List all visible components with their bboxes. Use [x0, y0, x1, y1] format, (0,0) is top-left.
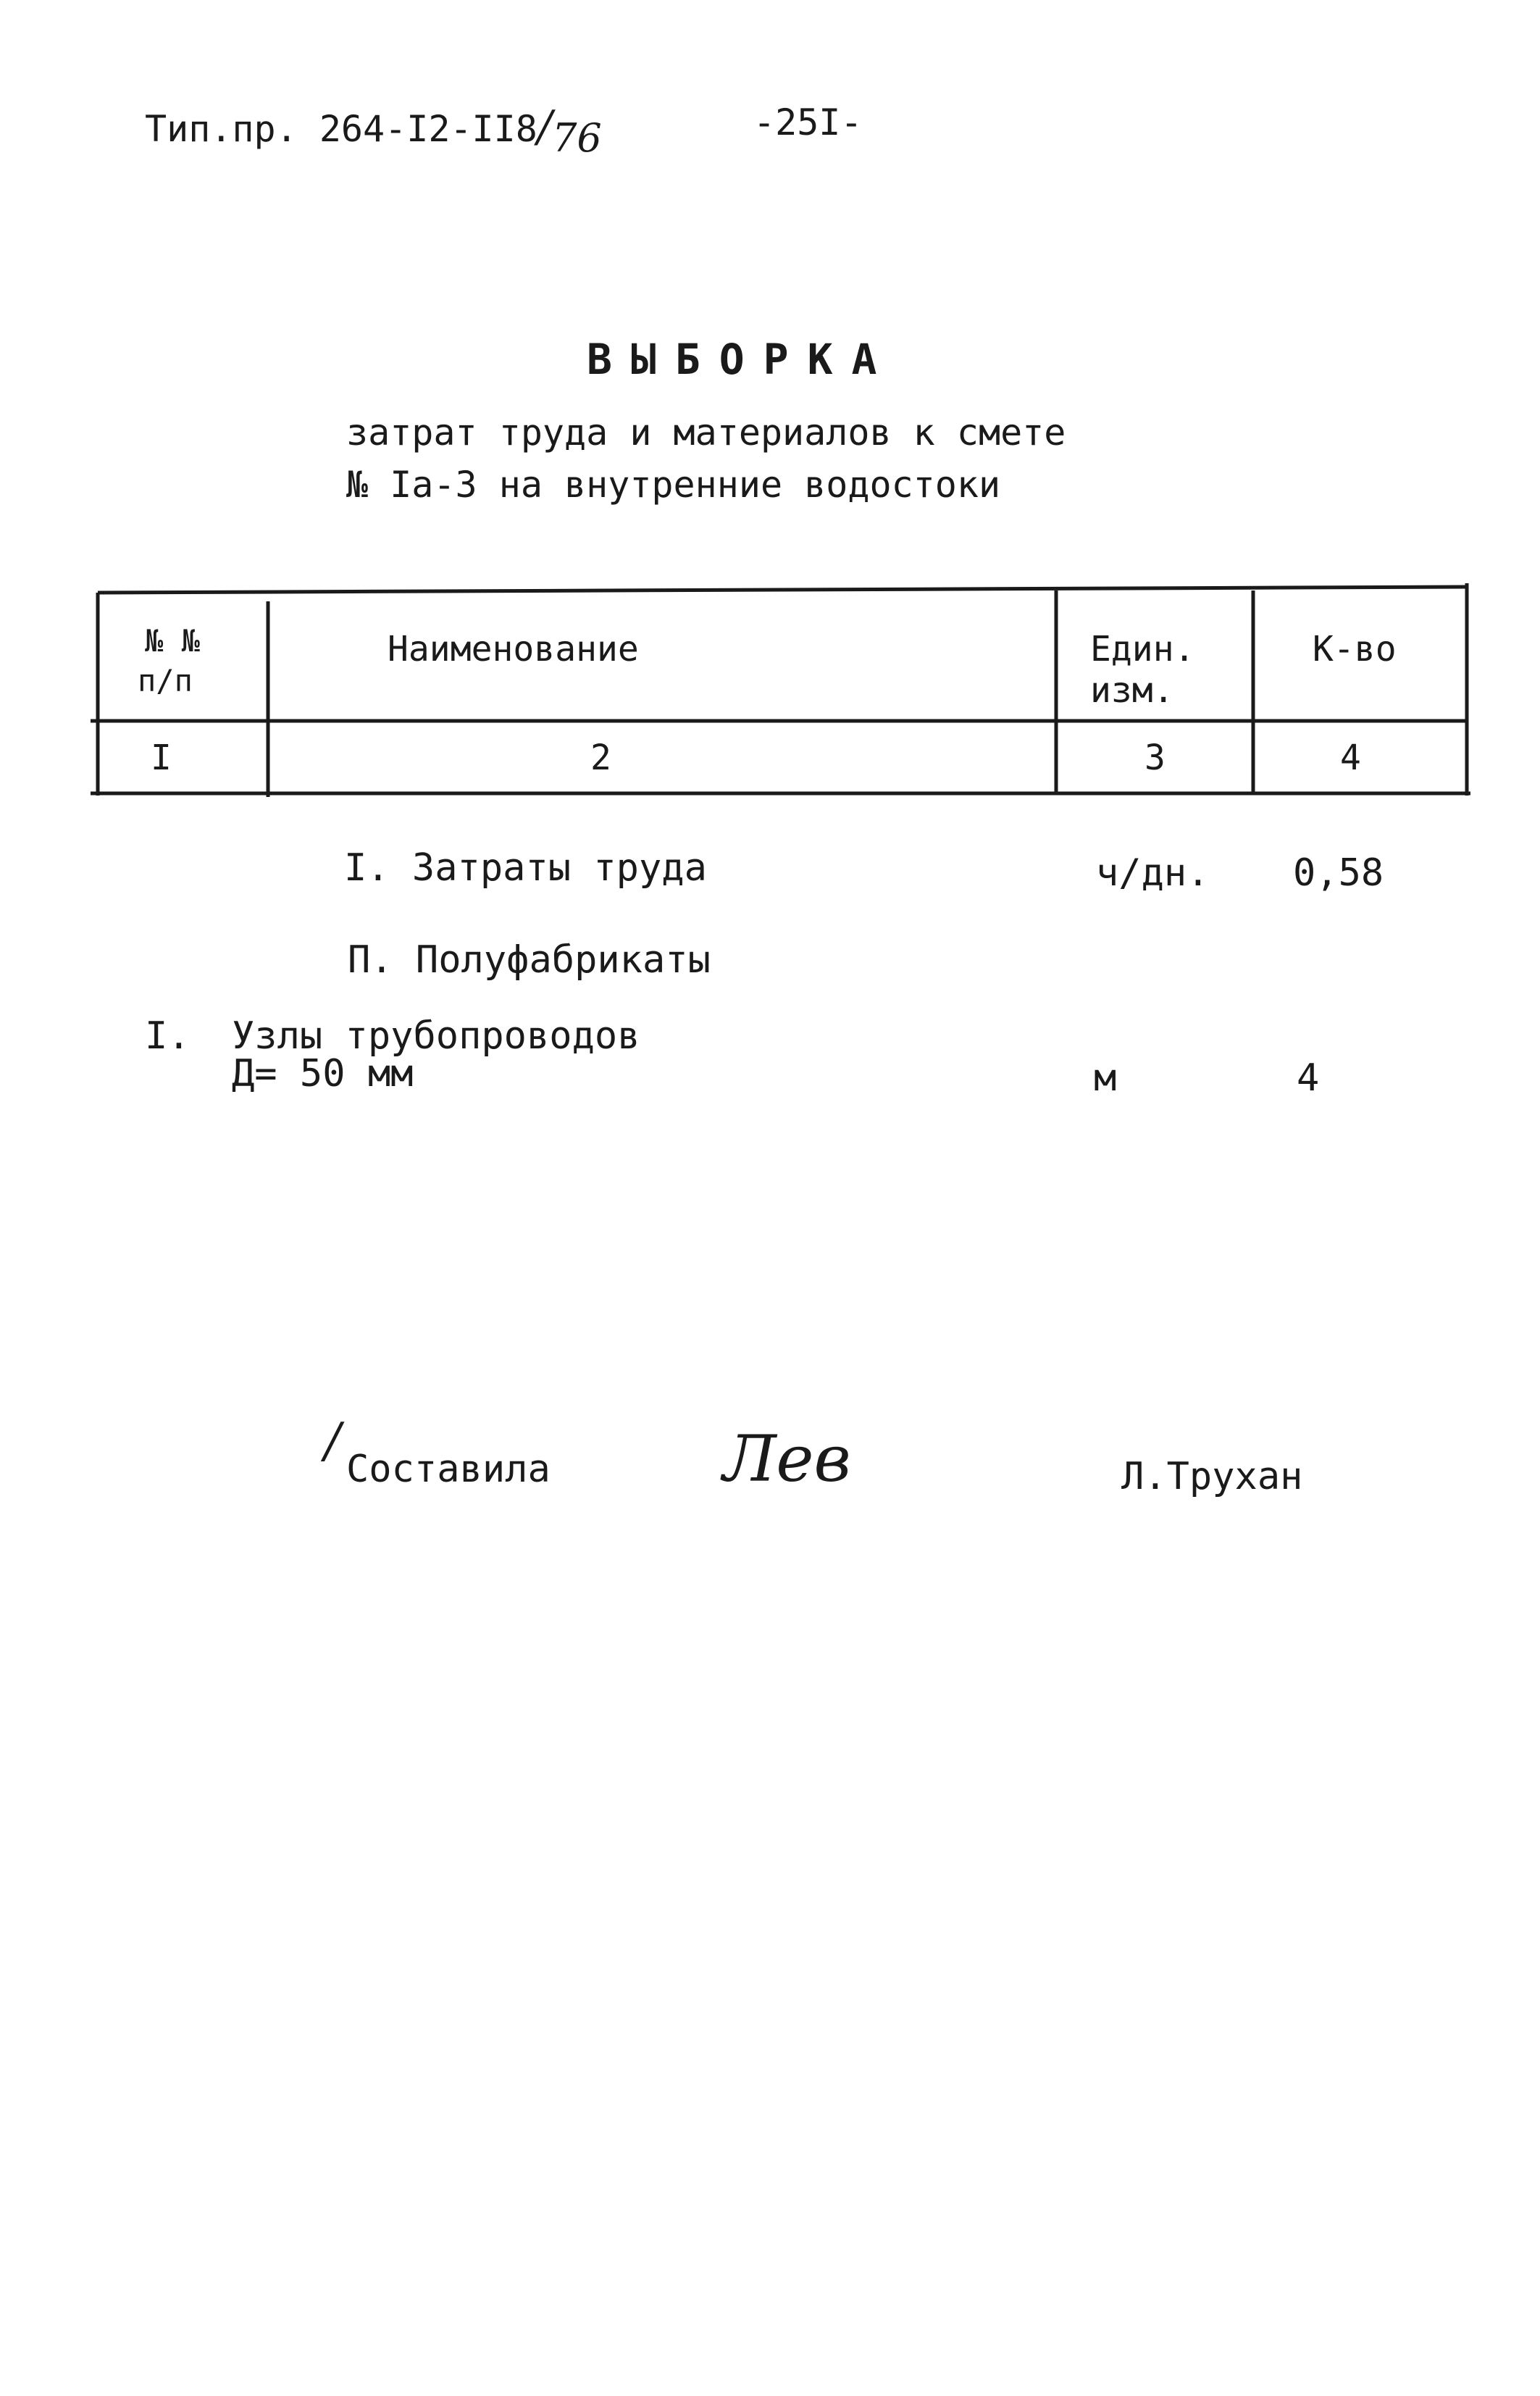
- labor-costs-label: I. Затраты труда: [344, 846, 707, 890]
- signature-slash: /: [325, 1413, 341, 1469]
- labor-costs-unit: ч/дн.: [1096, 851, 1210, 895]
- item-1-diameter: Д= 50 мм: [232, 1052, 414, 1095]
- header-unit-line1: Един.: [1090, 629, 1195, 669]
- document-code: Тип.пр. 264-I2-II8/76: [145, 101, 602, 161]
- document-title: ВЫБОРКА: [587, 335, 896, 384]
- document-code-text: Тип.пр. 264-I2-II8: [145, 108, 537, 150]
- labor-costs-quantity: 0,58: [1293, 851, 1384, 895]
- header-number-line1: № №: [145, 623, 200, 659]
- column-number-2: 2: [590, 738, 611, 778]
- document-code-suffix: 76: [552, 115, 602, 161]
- document-subtitle-line2: № Iа-3 на внутренние водостоки: [346, 464, 1001, 506]
- document-subtitle-line1: затрат труда и материалов к смете: [346, 412, 1066, 454]
- column-number-1: I: [151, 738, 172, 778]
- header-name: Наименование: [388, 629, 639, 669]
- column-number-4: 4: [1340, 738, 1361, 778]
- item-1-unit: м: [1094, 1056, 1117, 1100]
- header-unit-line2: изм.: [1090, 670, 1174, 711]
- page-number: -25I-: [753, 101, 863, 143]
- header-number-line2: п/п: [138, 663, 193, 698]
- table-grid: [0, 0, 1540, 869]
- handwritten-signature: Лев: [723, 1422, 851, 1496]
- column-number-3: 3: [1144, 738, 1166, 778]
- header-quantity: К-во: [1313, 629, 1397, 669]
- signatory-name: Л.Трухан: [1121, 1455, 1303, 1498]
- item-1-quantity: 4: [1297, 1056, 1320, 1100]
- semi-finished-label: П. Полуфабрикаты: [348, 938, 711, 982]
- signature-label: Составила: [346, 1448, 551, 1491]
- item-1-number: I.: [145, 1014, 191, 1058]
- item-1-name: Узлы трубопроводов: [232, 1014, 640, 1058]
